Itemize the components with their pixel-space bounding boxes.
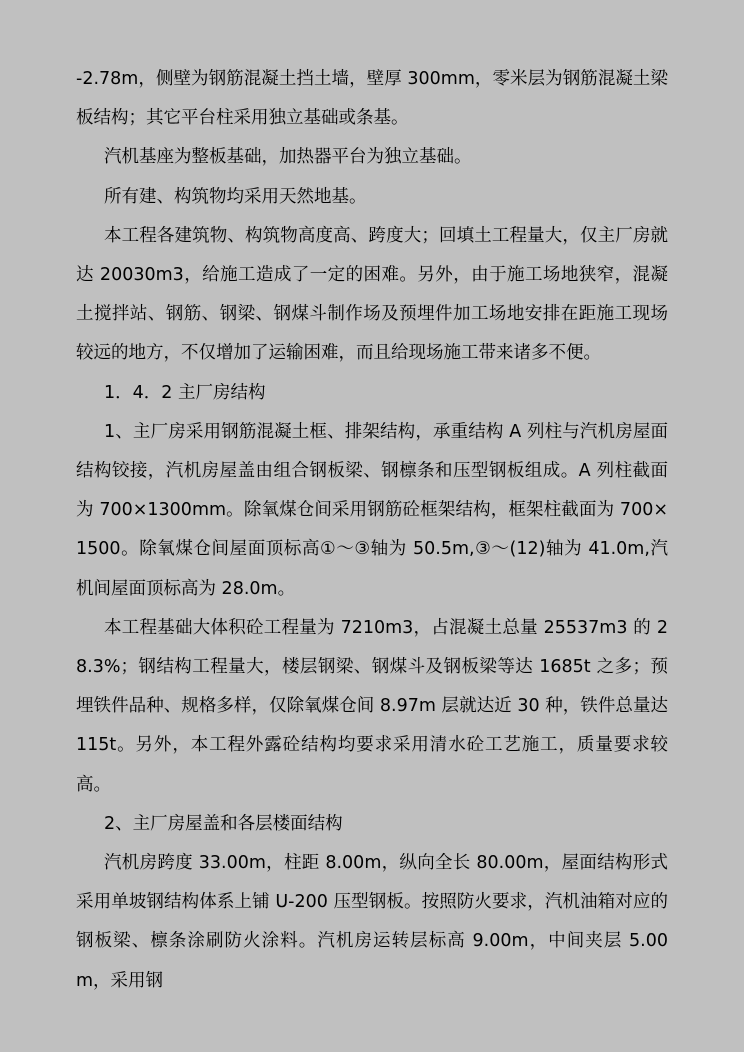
paragraph: -2.78m，侧壁为钢筋混凝土挡土墙，壁厚 300mm，零米层为钢筋混凝土梁板结构；其它平台柱采用独立基础或条基。 [76, 69, 668, 129]
paragraph: 汽机基座为整板基础，加热器平台为独立基础。 [104, 147, 472, 168]
paragraph: 汽机房跨度 33.00m，柱距 8.00m，纵向全长 80.00m，屋面结构形式采用单坡钢结构体系上铺 U-200 压型钢板。按照防火要求，汽机油箱对应的钢板梁、檩条涂刷防火涂料。汽机房运转层标高 9.00m，中间夹层 5.00m，采用钢 [76, 853, 668, 991]
paragraph: 所有建、构筑物均采用天然地基。 [104, 186, 367, 207]
paragraph: 1、主厂房采用钢筋混凝土框、排架结构，承重结构 A 列柱与汽机房屋面结构铰接，汽机房屋盖由组合钢板梁、钢檩条和压型钢板组成。A 列柱截面为 700×1300mm。除氧煤仓间采用钢筋砼框架结构，框架柱截面为 700×1500。除氧煤仓间屋面顶标高①～③轴为 50.5m,③～(12)轴为 41.0m,汽机间屋面顶标高为 28.0m。 [76, 421, 668, 599]
paragraph: 本工程基础大体积砼工程量为 7210m3，占混凝土总量 25537m3 的 28.3%；钢结构工程量大，楼层钢梁、钢煤斗及钢板梁等达 1685t 之多；预埋铁件品种、规格多样，仅除氧煤仓间 8.97m 层就达近 30 种，铁件总量达 115t。另外，本工程外露砼结构均要求采用清水砼工艺施工，质量要求较高。 [76, 617, 668, 795]
subsection-heading: 2、主厂房屋盖和各层楼面结构 [104, 813, 343, 834]
section-heading: 1．4．2 主厂房结构 [104, 382, 266, 403]
paragraph: 本工程各建筑物、构筑物高度高、跨度大；回填土工程量大，仅主厂房就达 20030m3，给施工造成了一定的困难。另外，由于施工场地狭窄，混凝土搅拌站、钢筋、钢梁、钢煤斗制作场及预埋件加工场地安排在距施工现场较远的地方，不仅增加了运输困难，而且给现场施工带来诸多不便。 [76, 225, 668, 364]
